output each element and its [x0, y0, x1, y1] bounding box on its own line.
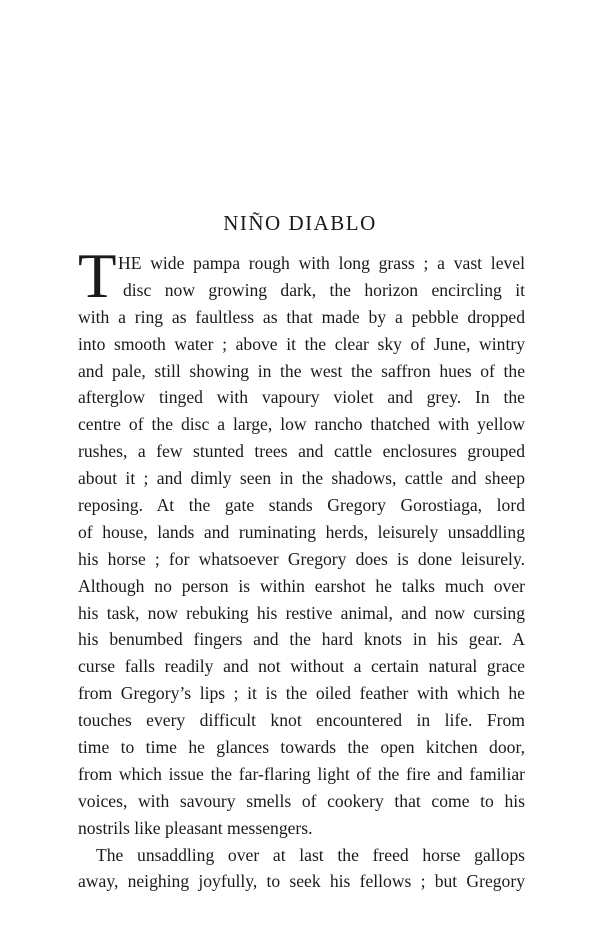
- text-line-16: curse falls readily and not without a certain natural grace: [78, 656, 525, 677]
- text-line-18: touches every difficult knot encountered in life. From: [78, 710, 525, 731]
- text-line-10: reposing. At the gate stands Gregory Gorostiaga, lord: [78, 495, 525, 516]
- text-line-7: centre of the disc a large, low rancho thatched with yellow: [78, 414, 525, 435]
- text-line-17: from Gregory’s lips ; it is the oiled feather with which he: [78, 683, 525, 704]
- text-line-14: his task, now rebuking his restive animal, and now cursing: [78, 602, 525, 623]
- text-line-20: from which issue the far-flaring light of the fire and familiar: [78, 763, 525, 784]
- text-line-15: his benumbed fingers and the hard knots in his gear. A: [78, 629, 525, 650]
- text-line-11: of house, lands and ruminating herds, leisurely unsaddling: [78, 521, 525, 542]
- text-line-8: rushes, a few stunted trees and cattle enclosures grouped: [78, 441, 525, 462]
- text-line-9: about it ; and dimly seen in the shadows, cattle and sheep: [78, 468, 525, 489]
- drop-cap: T: [78, 241, 117, 311]
- text-line-12: his horse ; for whatsoever Gregory does is done leisurely.: [78, 548, 525, 569]
- body-text: [78, 241, 525, 895]
- chapter-title: NIÑO DIABLO: [223, 211, 377, 235]
- text-line-5: and pale, still showing in the west the saffron hues of the: [78, 360, 525, 381]
- text-line-2: disc now growing dark, the horizon encircling it: [123, 279, 525, 300]
- text-line-1: HE wide pampa rough with long grass ; a vast level: [118, 253, 525, 273]
- text-line-21: voices, with savoury smells of cookery that come to his: [78, 790, 525, 811]
- text-line-22: nostrils like pleasant messengers.: [78, 817, 313, 838]
- text-line-19: time to time he glances towards the open kitchen door,: [78, 737, 525, 758]
- text-line-13: Although no person is within earshot he talks much over: [78, 575, 525, 596]
- text-line-3: with a ring as faultless as that made by a pebble dropped: [78, 306, 525, 327]
- text-line-23: The unsaddling over at last the freed horse gallops: [96, 844, 525, 865]
- text-line-24: away, neighing joyfully, to seek his fellows ; but Gregory: [78, 871, 525, 892]
- text-line-4: into smooth water ; above it the clear sky of June, wintry: [78, 333, 525, 354]
- text-line-6: afterglow tinged with vapoury violet and grey. In the: [78, 387, 525, 408]
